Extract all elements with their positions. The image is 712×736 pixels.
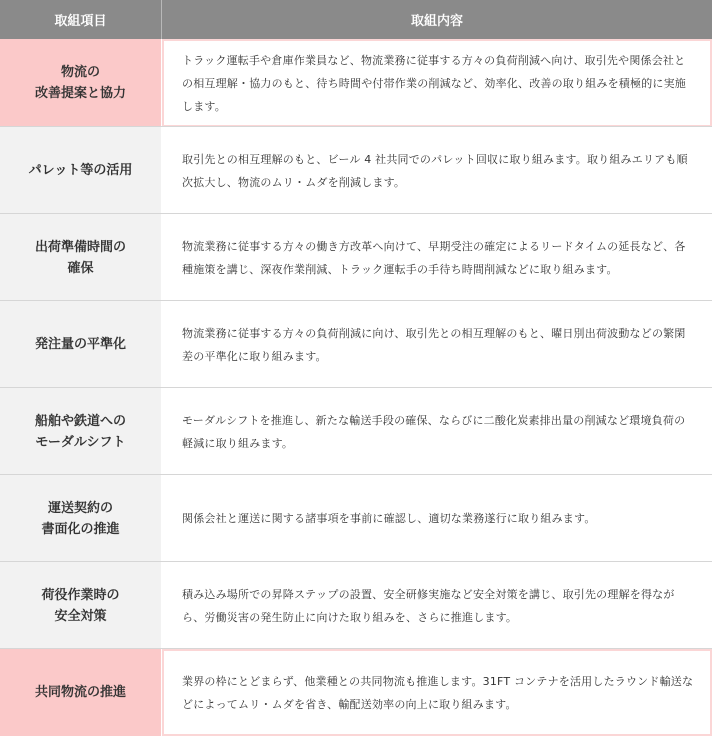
table-row — [0, 388, 712, 475]
row-description-text: トラック運転手や倉庫作業員など、物流業務に従事する方々の負荷削減へ向け、取引先や関係会社との相互理解・協力のもと、待ち時間や付帯作業の削減など、効率化、改善の取り組みを積極的に実施します。 — [182, 53, 686, 113]
row-description-text: 物流業務に従事する方々の負荷削減に向け、取引先との相互理解のもと、曜日別出荷波動などの繁閑差の平準化に取り組みます。 — [182, 326, 686, 363]
row-description — [162, 127, 712, 214]
row-label: 荷役作業時の 安全対策 — [0, 562, 161, 649]
table-row — [0, 475, 712, 562]
row-description-text: 業界の枠にとどまらず、他業種との共同物流も推進します。31FT コンテナを活用したラウンド輸送などによってムリ・ムダを省き、輸配送効率の向上に取り組みます。 — [182, 674, 694, 711]
table-row — [0, 301, 712, 388]
table-row — [0, 127, 712, 214]
table-row — [0, 214, 712, 301]
table-row — [0, 562, 712, 649]
row-label: 共同物流の推進 — [0, 649, 161, 736]
header-item-column: 取組項目 — [54, 14, 107, 29]
row-label: 発注量の平準化 — [0, 301, 161, 388]
row-description — [162, 649, 712, 736]
row-description — [162, 214, 712, 301]
row-description-text: 物流業務に従事する方々の働き方改革へ向けて、早期受注の確定によるリードタイムの延長など、各種施策を講じ、深夜作業削減、トラック運転手の手待ち時間削減などに取り組みます。 — [182, 239, 686, 276]
row-label: 出荷準備時間の 確保 — [0, 214, 161, 301]
row-description-text: 積み込み場所での昇降ステップの設置、安全研修実施など安全対策を講じ、取引先の理解を得ながら、労働災害の発生防止に向けた取り組みを、さらに推進します。 — [182, 587, 675, 624]
table-row — [0, 649, 712, 736]
row-description — [162, 388, 712, 475]
row-description-text: 取引先との相互理解のもと、ビール 4 社共同でのパレット回収に取り組みます。取り組みエリアも順次拡大し、物流のムリ・ムダを削減します。 — [182, 152, 688, 189]
row-description — [162, 39, 712, 127]
row-description — [162, 475, 712, 562]
row-description — [162, 562, 712, 649]
table-row — [0, 39, 712, 127]
row-label: 船舶や鉄道への モーダルシフト — [0, 388, 161, 475]
row-label: 運送契約の 書面化の推進 — [0, 475, 161, 562]
row-label: パレット等の活用 — [0, 127, 161, 214]
row-label: 物流の 改善提案と協力 — [0, 39, 161, 127]
header-content-column: 取組内容 — [410, 14, 463, 29]
row-description — [162, 301, 712, 388]
table-header — [0, 0, 712, 39]
row-description-text: 関係会社と運送に関する諸事項を事前に確認し、適切な業務遂行に取り組みます。 — [182, 512, 596, 525]
row-description-text: モーダルシフトを推進し、新たな輸送手段の確保、ならびに二酸化炭素排出量の削減など環境負荷の軽減に取り組みます。 — [182, 413, 686, 450]
